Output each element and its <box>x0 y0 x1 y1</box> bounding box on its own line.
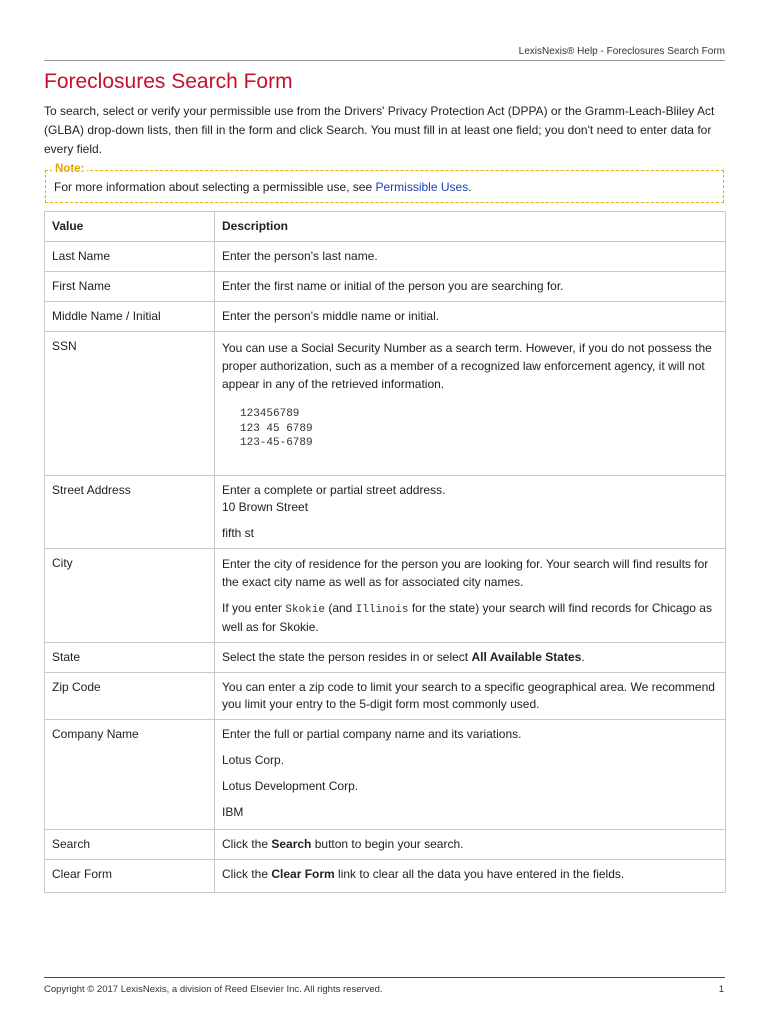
state-text-b: . <box>581 649 585 664</box>
note-box <box>45 163 724 203</box>
row-value: State <box>45 642 215 672</box>
city-code-skokie: Skokie <box>285 603 325 616</box>
city-example-paragraph <box>222 600 718 636</box>
row-value: City <box>45 548 215 642</box>
row-value: First Name <box>45 272 215 302</box>
company-example: IBM <box>222 804 244 819</box>
city-code-illinois: Illinois <box>355 603 409 616</box>
row-value: Zip Code <box>45 672 215 719</box>
row-description <box>215 332 726 476</box>
row-value: Company Name <box>45 719 215 829</box>
ssn-example: 123 45 6789 <box>240 422 313 435</box>
company-description: Enter the full or partial company name and its variations. <box>222 726 522 741</box>
table-row <box>45 302 726 332</box>
ssn-example: 123-45-6789 <box>240 437 313 449</box>
table-row <box>45 332 726 476</box>
clear-text-a: Click the <box>222 866 272 881</box>
permissible-uses-link[interactable]: Permissible Uses <box>375 180 469 194</box>
ssn-example: 123456789 <box>240 408 300 420</box>
search-text-a: Click the <box>222 836 272 851</box>
company-example: Lotus Corp. <box>222 752 285 767</box>
row-description <box>215 642 726 672</box>
row-value: Search <box>45 829 215 859</box>
search-text-b: button to begin your search. <box>311 836 464 851</box>
street-example: fifth st <box>222 525 255 540</box>
row-value: Clear Form <box>45 859 215 892</box>
table-row <box>45 642 726 672</box>
page-number: 1 <box>718 984 724 995</box>
note-text-after: . <box>468 180 472 194</box>
row-description <box>215 475 726 548</box>
city-text-c: for the state) your search will find records for Chicago as well as for Skokie. <box>222 600 712 634</box>
table-row <box>45 475 726 548</box>
note-label: Note: <box>52 163 87 175</box>
city-description: Enter the city of residence for the person you are looking for. Your search will find results for the exact city name as well as for associated city names. <box>222 556 709 589</box>
row-description: Enter the person's middle name or initial. <box>215 302 726 332</box>
table-header-row <box>45 212 726 242</box>
row-description: Enter the person's last name. <box>215 242 726 272</box>
row-description: Enter the first name or initial of the person you are searching for. <box>215 272 726 302</box>
table-row <box>45 859 726 892</box>
clear-text-b: link to clear all the data you have entered in the fields. <box>334 866 625 881</box>
state-text-bold: All Available States <box>471 649 582 664</box>
note-text <box>54 180 472 194</box>
footer-copyright: Copyright © 2017 LexisNexis, a division of Reed Elsevier Inc. All rights reserved. <box>44 984 383 995</box>
row-description: You can enter a zip code to limit your search to a specific geographical area. We recommend you limit your entry to the 5-digit form most commonly used. <box>215 672 726 719</box>
running-header: LexisNexis® Help - Foreclosures Search Form <box>518 46 725 57</box>
state-text-a: Select the state the person resides in or select <box>222 649 472 664</box>
table-row <box>45 242 726 272</box>
row-value: Middle Name / Initial <box>45 302 215 332</box>
table-row <box>45 272 726 302</box>
city-text-b: (and <box>324 600 356 615</box>
table-row <box>45 829 726 859</box>
row-value: SSN <box>45 332 215 476</box>
row-value: Street Address <box>45 475 215 548</box>
company-example: Lotus Development Corp. <box>222 778 359 793</box>
page-title: Foreclosures Search Form <box>44 70 293 93</box>
row-value: Last Name <box>45 242 215 272</box>
ssn-description: You can use a Social Security Number as a search term. However, if you do not possess the proper authorization, such as a member of a recognized law enforcement agency, it will not appear in any of the retrieved information. <box>222 341 712 391</box>
footer-divider <box>44 977 725 978</box>
row-description <box>215 719 726 829</box>
header-description: Description <box>215 212 726 242</box>
row-description <box>215 829 726 859</box>
table-row <box>45 672 726 719</box>
header-value: Value <box>45 212 215 242</box>
row-description <box>215 859 726 892</box>
ssn-examples <box>240 407 718 451</box>
street-example: 10 Brown Street <box>222 499 309 514</box>
fields-table <box>44 211 726 893</box>
search-text-bold: Search <box>271 836 312 851</box>
clear-text-bold: Clear Form <box>271 866 335 881</box>
street-description: Enter a complete or partial street address. <box>222 482 446 497</box>
note-text-before: For more information about selecting a permissible use, see <box>54 180 376 194</box>
row-description <box>215 548 726 642</box>
intro-paragraph: To search, select or verify your permissible use from the Drivers' Privacy Protection Act (DPPA) or the Gramm-Leach-Bliley Act (GLBA) drop-down lists, then fill in the form and click Search. You must fill in at least one field; you don't need to enter data for every field. <box>44 104 715 156</box>
city-text-a: If you enter <box>222 600 286 615</box>
table-row <box>45 548 726 642</box>
table-row <box>45 719 726 829</box>
header-divider <box>44 60 725 61</box>
